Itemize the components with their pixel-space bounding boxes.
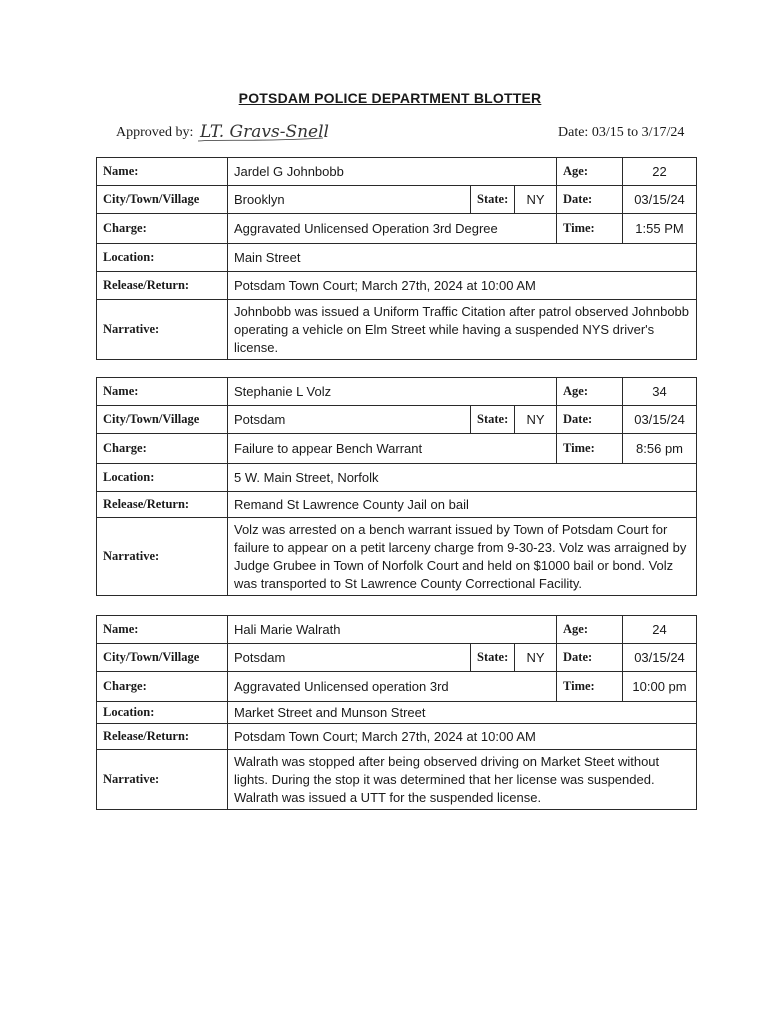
date-label: Date: xyxy=(557,406,623,434)
release-label: Release/Return: xyxy=(97,492,228,518)
time-label: Time: xyxy=(557,672,623,702)
time-label: Time: xyxy=(557,434,623,464)
date-value: 03/15/24 xyxy=(623,644,697,672)
age-label: Age: xyxy=(557,158,623,186)
date-range: Date: 03/15 to 3/17/24 xyxy=(558,125,685,140)
location-label: Location: xyxy=(97,244,228,272)
location-label: Location: xyxy=(97,702,228,724)
city-label: City/Town/Village xyxy=(97,644,228,672)
charge-label: Charge: xyxy=(97,434,228,464)
release-label: Release/Return: xyxy=(97,724,228,750)
time-value: 1:55 PM xyxy=(623,214,697,244)
signature-text: LT. Gravs-Snell xyxy=(200,122,329,142)
age-value: 22 xyxy=(623,158,697,186)
date-value: 03/15/24 xyxy=(623,406,697,434)
charge-label: Charge: xyxy=(97,214,228,244)
location-value: 5 W. Main Street, Norfolk xyxy=(228,464,697,492)
blotter-record-3 xyxy=(96,615,697,810)
city-label: City/Town/Village xyxy=(97,406,228,434)
time-value: 8:56 pm xyxy=(623,434,697,464)
state-value: NY xyxy=(515,186,557,214)
narrative-label: Narrative: xyxy=(97,518,228,596)
date-label: Date: xyxy=(557,644,623,672)
name-value: Hali Marie Walrath xyxy=(228,616,557,644)
age-label: Age: xyxy=(557,378,623,406)
blotter-record-2 xyxy=(96,377,697,596)
name-value: Stephanie L Volz xyxy=(228,378,557,406)
location-value: Market Street and Munson Street xyxy=(228,702,697,724)
approval-signature xyxy=(198,118,328,146)
state-label: State: xyxy=(471,186,515,214)
narrative-value: Walrath was stopped after being observed driving on Market Steet without lights. During the stop it was determined that her license was suspended. Walrath was issued a UTT for the suspended license. xyxy=(228,750,697,810)
release-value: Remand St Lawrence County Jail on bail xyxy=(228,492,697,518)
name-label: Name: xyxy=(97,616,228,644)
date-value: 03/15/24 xyxy=(623,186,697,214)
city-value: Brooklyn xyxy=(228,186,471,214)
age-value: 24 xyxy=(623,616,697,644)
city-value: Potsdam xyxy=(228,406,471,434)
charge-label: Charge: xyxy=(97,672,228,702)
narrative-label: Narrative: xyxy=(97,300,228,360)
state-label: State: xyxy=(471,644,515,672)
location-value: Main Street xyxy=(228,244,697,272)
name-value: Jardel G Johnbobb xyxy=(228,158,557,186)
time-value: 10:00 pm xyxy=(623,672,697,702)
city-label: City/Town/Village xyxy=(97,186,228,214)
name-label: Name: xyxy=(97,158,228,186)
state-value: NY xyxy=(515,644,557,672)
charge-value: Aggravated Unlicensed operation 3rd xyxy=(228,672,557,702)
narrative-value: Volz was arrested on a bench warrant issued by Town of Potsdam Court for failure to appear on a petit larceny charge from 9-30-23. Volz was arraigned by Judge Grubee in Town of Norfolk Court and held on $1000 bail or bond. Volz was transported to St Lawrence County Correctional Facility. xyxy=(228,518,697,596)
page-title: POTSDAM POLICE DEPARTMENT BLOTTER xyxy=(238,90,542,106)
time-label: Time: xyxy=(557,214,623,244)
charge-value: Aggravated Unlicensed Operation 3rd Degree xyxy=(228,214,557,244)
age-label: Age: xyxy=(557,616,623,644)
blotter-record-1 xyxy=(96,157,697,360)
name-label: Name: xyxy=(97,378,228,406)
narrative-label: Narrative: xyxy=(97,750,228,810)
narrative-value: Johnbobb was issued a Uniform Traffic Citation after patrol observed Johnbobb operating a vehicle on Elm Street while having a suspended NYS driver's license. xyxy=(228,300,697,360)
release-label: Release/Return: xyxy=(97,272,228,300)
charge-value: Failure to appear Bench Warrant xyxy=(228,434,557,464)
location-label: Location: xyxy=(97,464,228,492)
date-label: Date: xyxy=(557,186,623,214)
city-value: Potsdam xyxy=(228,644,471,672)
state-value: NY xyxy=(515,406,557,434)
release-value: Potsdam Town Court; March 27th, 2024 at 10:00 AM xyxy=(228,724,697,750)
release-value: Potsdam Town Court; March 27th, 2024 at 10:00 AM xyxy=(228,272,697,300)
state-label: State: xyxy=(471,406,515,434)
age-value: 34 xyxy=(623,378,697,406)
approved-by-label: Approved by: xyxy=(116,125,194,140)
